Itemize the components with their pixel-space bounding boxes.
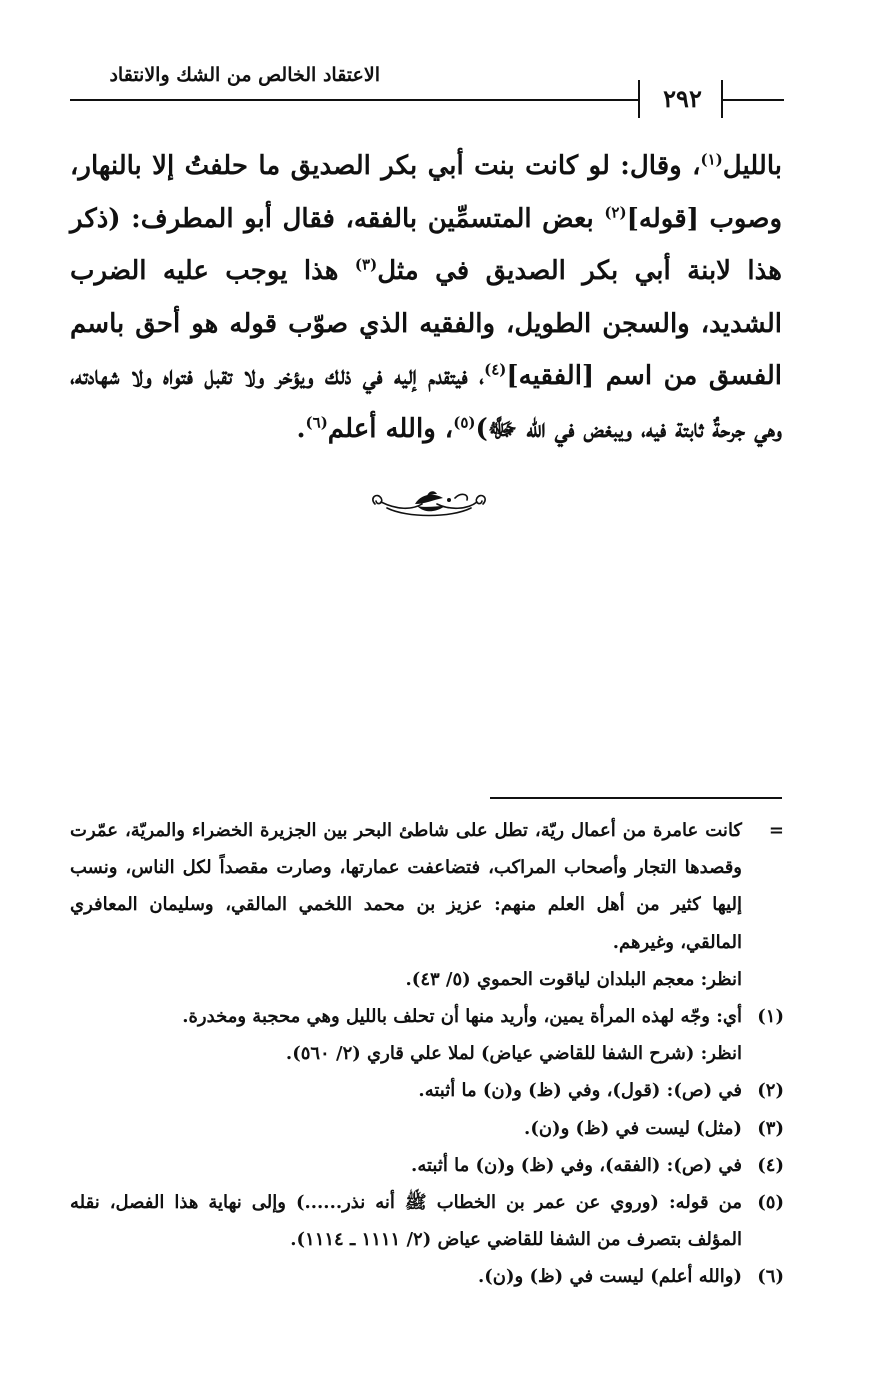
main-paragraph	[70, 140, 782, 455]
footnote-text: كانت عامرة من أعمال ريّة، تطل على شاطئ البحر بين الجزيرة الخضراء والمريّة، عمّرت وقصدها التجار وأصحاب المراكب، فتضاعفت عمارتها، وصارت مقصداً لكل الناس، ونسب إليها كثير من أهل العلم منهم: عزيز بن محمد اللخمي المالقي، وسليمان المعافري المالقي، وغيرهم.	[70, 820, 742, 953]
floral-ornament-icon	[367, 484, 491, 520]
footnote-number: (٦)	[757, 1266, 784, 1288]
text-run: .	[296, 413, 306, 444]
header-rule-right	[722, 99, 784, 101]
footnote-text: من قوله: (وروي عن عمر بن الخطاب ﷺ أنه نذر......) وإلى نهاية هذا الفصل، نقله المؤلف بتصرف من الشفا للقاضي عياض (٢/ ١١١١ ـ ١١١٤).	[70, 1192, 742, 1251]
page-number: ٢٩٢	[663, 84, 702, 113]
footnote-item	[70, 1147, 784, 1184]
footnote-text: أي: وجّه لهذه المرأة يمين، وأريد منها أن تحلف بالليل وهي محجبة ومخدرة.	[182, 1006, 742, 1028]
footnote-number: (٥)	[757, 1192, 784, 1214]
footnote-text: انظر: (شرح الشفا للقاضي عياض) لملا علي قاري (٢/ ٥٦٠).	[285, 1043, 742, 1065]
footnote-item	[70, 961, 784, 998]
footnote-text: (والله أعلم) ليست في (ظ) و(ن).	[478, 1266, 742, 1288]
footnote-number: (٢)	[757, 1080, 784, 1102]
footnote-reference: (١)	[700, 150, 723, 169]
footnote-item	[70, 1184, 784, 1258]
footnote-number: (٣)	[757, 1117, 784, 1139]
footnote-reference: (٢)	[604, 202, 627, 221]
footnote-text: في (ص): (قول)، وفي (ظ) و(ن) ما أثبته.	[418, 1080, 742, 1102]
footnote-separator	[490, 797, 782, 799]
footnote-text: انظر: معجم البلدان لياقوت الحموي (٥/ ٤٣).	[405, 968, 742, 990]
text-run: بعض المتسمِّين بالفقه، فقال أبو المطرف: (ذكر هذا لابنة أبي بكر الصديق في مثل	[70, 203, 782, 286]
footnote-reference: (٣)	[354, 255, 378, 274]
header-divider-left	[638, 80, 640, 118]
footnote-number: =	[768, 820, 784, 841]
footnote-number: (٤)	[757, 1154, 784, 1176]
text-run: هذا يوجب عليه الضرب الشديد، والسجن الطويل، والفقيه الذي صوّب قوله هو أحق باسم الفسق من اسم [الفقيه]	[70, 256, 782, 391]
footnote-item	[70, 1072, 784, 1109]
header-rule	[70, 99, 640, 101]
footnote-reference: (٥)	[453, 412, 476, 431]
text-run: ، والله أعلم	[327, 413, 454, 444]
footnotes	[70, 812, 784, 1296]
footnote-number: (١)	[757, 1006, 784, 1028]
text-run: بالليل	[722, 151, 782, 181]
footnote-reference: (٦)	[305, 412, 328, 431]
footnote-item	[70, 1110, 784, 1147]
footnote-item	[70, 1035, 784, 1072]
text-run: ، وقال: لو كانت بنت أبي بكر الصديق ما حلفتُ إلا بالنهار، وصوب [قوله]	[70, 151, 782, 234]
footnote-item	[70, 812, 784, 961]
footnote-item	[70, 998, 784, 1035]
footnote-text: في (ص): (الفقه)، وفي (ظ) و(ن) ما أثبته.	[411, 1154, 742, 1176]
running-header-title: الاعتقاد الخالص من الشك والانتقاد	[109, 64, 380, 86]
footnote-item	[70, 1258, 784, 1295]
footnote-reference: (٤)	[484, 360, 507, 379]
text-run: ، فيتقدم إليه في ذلك ويؤخر ولا تقبل فتواه ولا شهادته، وهي جرحةٌ ثابتة فيه، ويبغض في الله ﷻ)	[70, 361, 782, 444]
footnote-text: (مثل) ليست في (ظ) و(ن).	[524, 1117, 742, 1139]
